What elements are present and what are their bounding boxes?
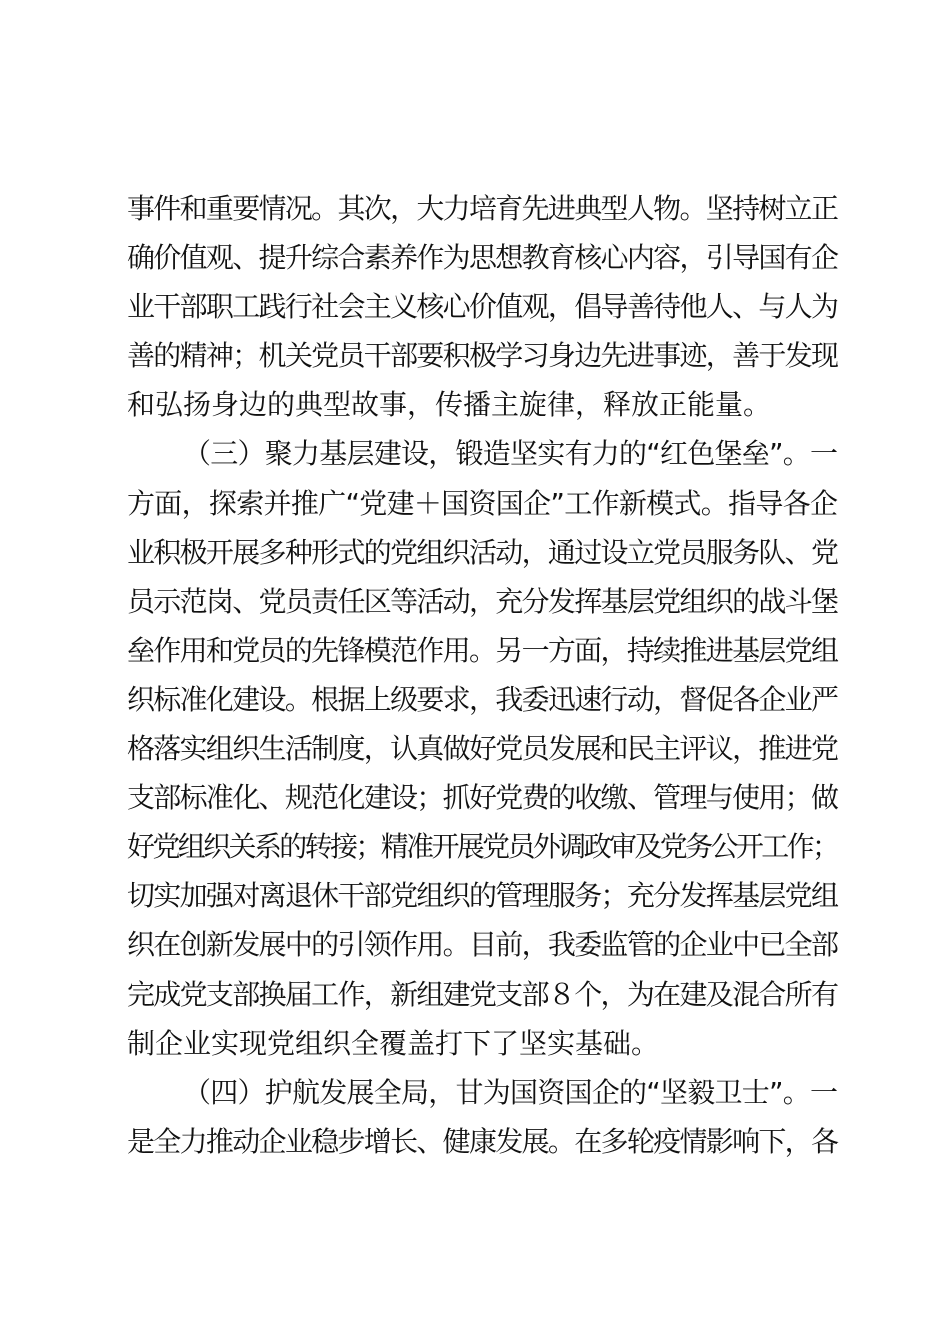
- body-text: [127, 184, 837, 1166]
- paragraph-heading-three: （三）聚力基层建设，锻造坚实有力的“红色堡垒”。一: [183, 437, 837, 471]
- text-line-3: 业干部职工践行社会主义核心价值观，倡导善待他人、与人为: [127, 290, 837, 324]
- text-line-4: 善的精神；机关党员干部要积极学习身边先进事迹，善于发现: [127, 339, 837, 373]
- text-line-18: 制企业实现党组织全覆盖打下了坚实基础。: [127, 1026, 660, 1060]
- text-line-9: 员示范岗、党员责任区等活动，充分发挥基层党组织的战斗堡: [127, 584, 837, 618]
- text-line-5: 和弘扬身边的典型故事，传播主旋律，释放正能量。: [127, 388, 772, 422]
- text-line-8: 业积极开展多种形式的党组织活动，通过设立党员服务队、党: [127, 535, 837, 569]
- text-line-14: 好党组织关系的转接；精准开展党员外调政审及党务公开工作；: [127, 830, 837, 864]
- text-line-16: 织在创新发展中的引领作用。目前，我委监管的企业中已全部: [127, 928, 837, 962]
- text-line-10: 垒作用和党员的先锋模范作用。另一方面，持续推进基层党组: [127, 633, 837, 667]
- text-line-15: 切实加强对离退休干部党组织的管理服务；充分发挥基层党组: [127, 879, 837, 913]
- text-line-13: 支部标准化、规范化建设；抓好党费的收缴、管理与使用；做: [127, 781, 837, 815]
- text-line-2: 确价值观、提升综合素养作为思想教育核心内容，引导国有企: [127, 241, 837, 275]
- text-line-17: 完成党支部换届工作，新组建党支部８个，为在建及混合所有: [127, 977, 837, 1011]
- text-line-7: 方面，探索并推广“党建＋国资国企”工作新模式。指导各企: [127, 486, 837, 520]
- text-line-11: 织标准化建设。根据上级要求，我委迅速行动，督促各企业严: [127, 682, 837, 716]
- paragraph-heading-four: （四）护航发展全局，甘为国资国企的“坚毅卫士”。一: [183, 1075, 837, 1109]
- text-line-1: 事件和重要情况。其次，大力培育先进典型人物。坚持树立正: [127, 192, 837, 225]
- text-line-12: 格落实组织生活制度，认真做好党员发展和民主评议，推进党: [127, 732, 837, 766]
- text-line-20: 是全力推动企业稳步增长、健康发展。在多轮疫情影响下，各: [127, 1124, 837, 1158]
